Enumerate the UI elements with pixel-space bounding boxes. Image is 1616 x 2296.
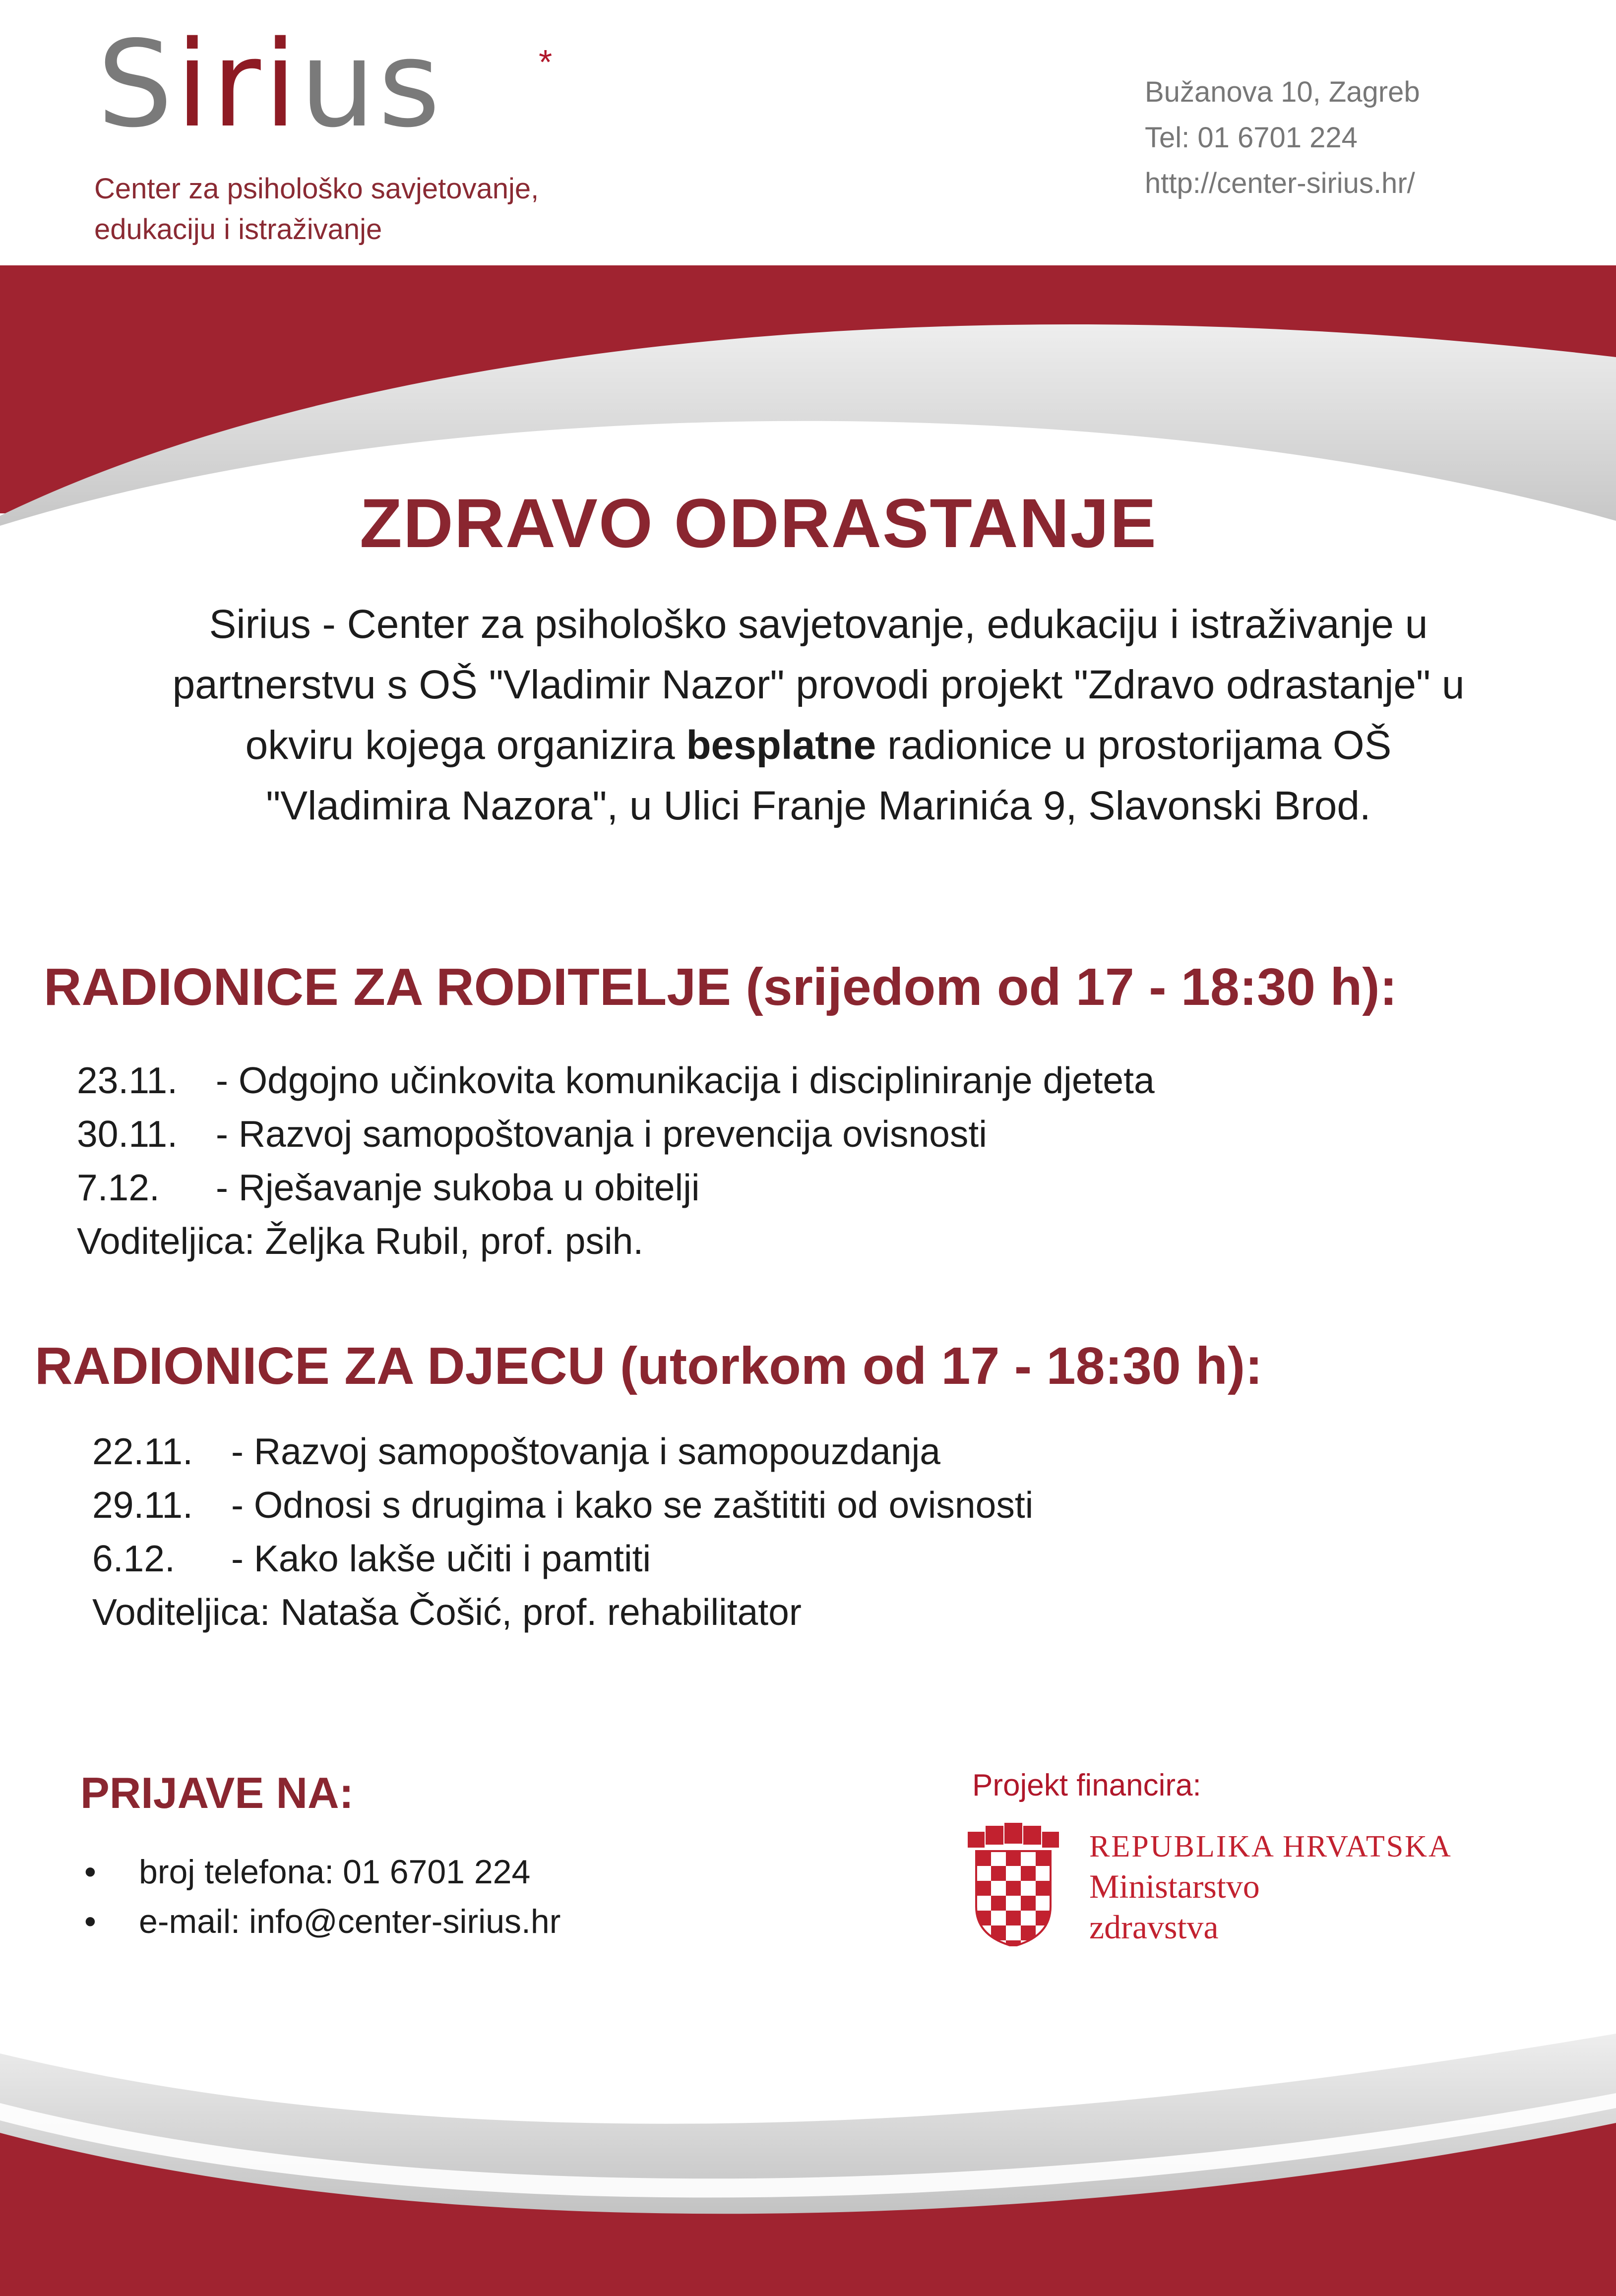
shield-square: [1006, 1925, 1021, 1940]
list-item: 29.11. - Odnosi s drugima i kako se zaštititi od ovisnosti: [92, 1484, 1034, 1526]
list-item: 23.11. - Odgojno učinkovita komunikacija i discipliniranje djeteta: [77, 1059, 1155, 1101]
signup-phone-value[interactable]: 01 6701 224: [343, 1853, 531, 1891]
shield-square: [991, 1866, 1006, 1881]
shield-square: [1036, 1851, 1051, 1866]
coat-of-arms-icon: [966, 1822, 1060, 1946]
list-item: 22.11. - Razvoj samopoštovanja i samopouzdanja: [92, 1430, 940, 1472]
shield-square: [991, 1911, 1006, 1925]
website-link[interactable]: http://center-sirius.hr/: [1145, 167, 1415, 199]
logo-wordmark: Sirius: [97, 15, 443, 154]
intro-paragraph: Sirius - Center za psihološko savjetovanje, edukaciju i istraživanje u partnerstvu s OŠ "Vladimir Nazor" provodi projekt "Zdravo odrastanje" u okviru kojega organizira besplatne radionice u prostorijama OŠ "Vladimira Nazora", u Ulici Franje Marinića 9, Slavonski Brod.: [172, 602, 1465, 828]
shield-square: [1036, 1866, 1051, 1881]
signup-email: • e-mail: info@center-sirius.hr: [84, 1903, 561, 1940]
signup-title: PRIJAVE NA:: [80, 1768, 354, 1817]
tagline-line-2: edukaciju i istraživanje: [94, 213, 382, 246]
shield-square: [1021, 1881, 1036, 1896]
ministry-name: [1089, 1827, 1452, 1947]
shield-square: [976, 1866, 991, 1881]
logo-star-icon: *: [539, 43, 553, 81]
list-item: 6.12. - Kako lakše učiti i pamtiti: [92, 1538, 651, 1579]
ministry-line-1: REPUBLIKA HRVATSKA: [1089, 1830, 1452, 1863]
ministry-line-2: Ministarstvo: [1089, 1867, 1260, 1905]
shield-square: [976, 1851, 991, 1866]
shield-square: [1006, 1881, 1021, 1896]
shield-square: [976, 1896, 991, 1911]
shield-square: [1006, 1866, 1021, 1881]
shield-square: [991, 1851, 1006, 1866]
contact-block: [1145, 69, 1591, 206]
shield-square: [1021, 1896, 1036, 1911]
shield-square: [976, 1881, 991, 1896]
shield-square: [1006, 1896, 1021, 1911]
tagline-line-1: Center za psihološko savjetovanje,: [94, 173, 539, 205]
sirius-logo: [97, 15, 573, 154]
parents-workshop-list: [77, 1054, 1155, 1268]
shield-square: [1036, 1896, 1051, 1911]
ministry-line-3: zdravstva: [1089, 1908, 1219, 1946]
kids-workshop-list: [92, 1425, 1033, 1639]
list-item: 30.11. - Razvoj samopoštovanja i prevencija ovisnosti: [77, 1113, 987, 1155]
shield-square: [991, 1881, 1006, 1896]
signup-phone: • broj telefona: 01 6701 224: [84, 1853, 531, 1891]
crown-icon: [967, 1822, 1059, 1848]
list-item: 7.12. - Rješavanje sukoba u obitelji: [77, 1167, 700, 1208]
shield-square: [1036, 1881, 1051, 1896]
shield-square: [1021, 1866, 1036, 1881]
parents-leader: Voditeljica: Željka Rubil, prof. psih.: [77, 1220, 644, 1262]
intro-bold-word: besplatne: [686, 723, 876, 768]
signup-list: [84, 1847, 560, 1946]
shield-square: [1006, 1911, 1021, 1925]
funded-by-label: Projekt financira:: [972, 1768, 1201, 1802]
shield-square: [976, 1940, 991, 1946]
logo-tagline: [94, 169, 640, 250]
shield-square: [1006, 1851, 1021, 1866]
kids-section-title: RADIONICE ZA DJECU (utorkom od 17 - 18:30 h):: [35, 1337, 1263, 1395]
parents-section-title: RADIONICE ZA RODITELJE (srijedom od 17 - 18:30 h):: [44, 958, 1397, 1016]
shield-square: [1021, 1851, 1036, 1866]
shield-square: [1036, 1940, 1051, 1946]
address: Bužanova 10, Zagreb: [1145, 76, 1420, 108]
shield-square: [1021, 1911, 1036, 1925]
page-title: ZDRAVO ODRASTANJE: [360, 484, 1157, 562]
kids-leader: Voditeljica: Nataša Čošić, prof. rehabilitator: [92, 1591, 802, 1633]
signup-email-link[interactable]: info@center-sirius.hr: [249, 1903, 561, 1940]
shield-square: [991, 1896, 1006, 1911]
phone: Tel: 01 6701 224: [1145, 122, 1358, 154]
